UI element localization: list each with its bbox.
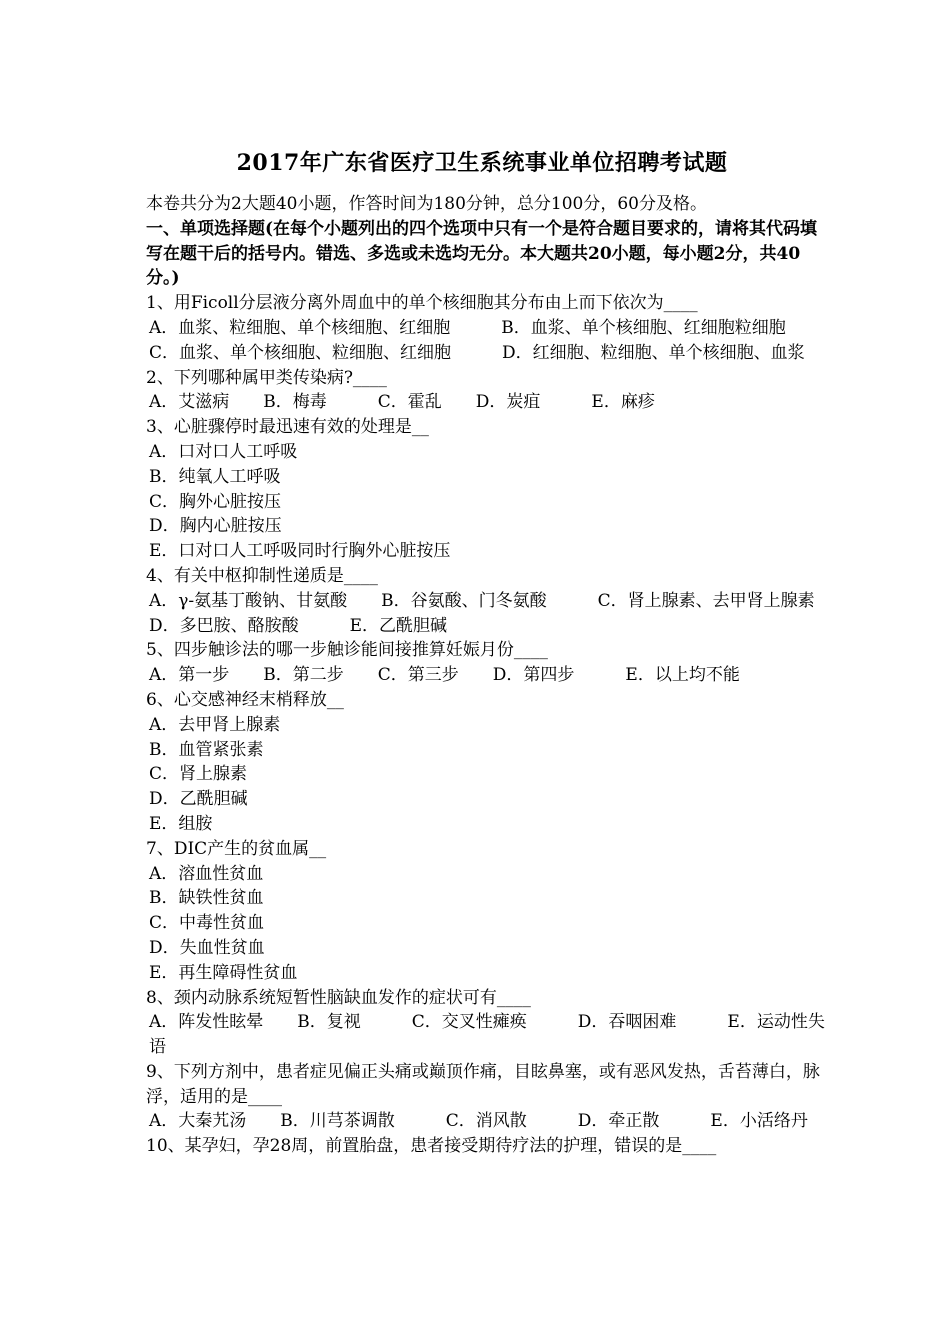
question-stem: 6、心交感神经末梢释放__ — [146, 689, 344, 710]
question-stem: 5、四步触诊法的哪一步触诊能间接推算妊娠月份____ — [146, 640, 548, 661]
question-option: D．乙酰胆碱 — [149, 789, 248, 810]
question-option: E．口对口人工呼吸同时行胸外心脏按压 — [149, 541, 451, 562]
question-stem: 1、用Ficoll分层液分离外周血中的单个核细胞其分布由上而下依次为____ — [146, 293, 698, 314]
question-option: E．再生障碍性贫血 — [149, 962, 298, 983]
question-stem: 8、颈内动脉系统短暂性脑缺血发作的症状可有____ — [146, 987, 531, 1008]
question-option: B．血管紧张素 — [149, 739, 264, 760]
question-options: A．γ-氨基丁酸钠、甘氨酸 B．谷氨酸、门冬氨酸 C．肾上腺素、去甲肾上腺素 D．多巴胺、酪胺酸 E．乙酰胆碱 — [149, 590, 849, 636]
question-stem: 9、下列方剂中，患者症见偏正头痛或巅顶作痛，目眩鼻塞，或有恶风发热，舌苔薄白，脉浮，适用的是____ — [146, 1061, 820, 1107]
question-option: B．缺铁性贫血 — [149, 888, 264, 909]
exam-intro: 本卷共分为2大题40小题，作答时间为180分钟，总分100分，60分及格。 — [146, 194, 707, 214]
question-option: E．组胺 — [149, 813, 213, 834]
question-option: A．溶血性贫血 — [149, 863, 264, 884]
question-stem: 10、某孕妇，孕28周，前置胎盘，患者接受期待疗法的护理，错误的是____ — [146, 1136, 717, 1157]
exam-page — [146, 148, 849, 1159]
question-option: D．胸内心脏按压 — [149, 516, 282, 537]
question-stem: 3、心脏骤停时最迅速有效的处理是__ — [146, 417, 429, 438]
question-options: A．第一步 B．第二步 C．第三步 D．第四步 E．以上均不能 — [149, 665, 740, 686]
question-stem: 7、DIC产生的贫血属__ — [146, 838, 327, 859]
question-option: B．纯氧人工呼吸 — [149, 466, 281, 487]
question-stem: 4、有关中枢抑制性递质是____ — [146, 565, 378, 586]
question-option: C．胸外心脏按压 — [149, 491, 282, 512]
section-heading: 一、单项选择题(在每个小题列出的四个选项中只有一个是符合题目要求的，请将其代码填写在题干后的括号内。错选、多选或未选均无分。本大题共20小题，每小题2分，共40分。) — [146, 218, 818, 289]
question-options: A．艾滋病 B．梅毒 C．霍乱 D．炭疽 E．麻疹 — [149, 392, 655, 413]
question-option: C．中毒性贫血 — [149, 913, 265, 934]
question-option: C．肾上腺素 — [149, 764, 248, 785]
question-options: A．阵发性眩晕 B．复视 C．交叉性瘫痪 D．吞咽困难 E．运动性失语 — [149, 1012, 825, 1058]
question-option: D．失血性贫血 — [149, 937, 265, 958]
page-title: 2017年广东省医疗卫生系统事业单位招聘考试题 — [236, 150, 728, 176]
question-option: A．口对口人工呼吸 — [149, 441, 298, 462]
question-options: A．大秦艽汤 B．川芎茶调散 C．消风散 D．牵正散 E．小活络丹 — [149, 1111, 808, 1132]
question-stem: 2、下列哪种属甲类传染病?____ — [146, 367, 387, 388]
question-option: A．去甲肾上腺素 — [149, 714, 281, 735]
question-options: A．血浆、粒细胞、单个核细胞、红细胞 B．血浆、单个核细胞、红细胞粒细胞 C．血浆、单个核细胞、粒细胞、红细胞 D．红细胞、粒细胞、单个核细胞、血浆 — [149, 317, 837, 363]
